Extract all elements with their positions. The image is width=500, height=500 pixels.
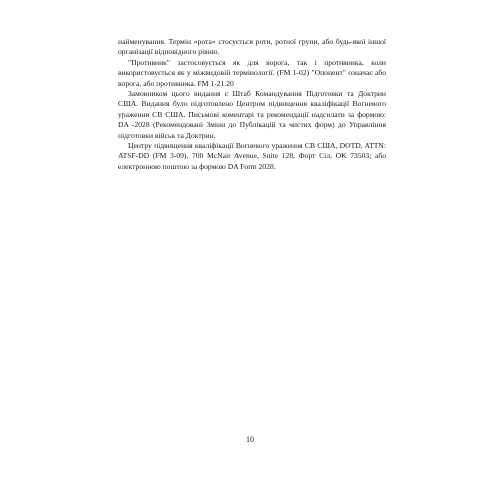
page-number: 10 [246,435,254,444]
paragraph-1: найменування. Термін «рота» стосується роти, ротної групи, або будь-якої іншої організації відповідного рівню. [118,37,386,57]
paragraph-2: "Противник" застосовується як для ворога, так і противника, коли використовується як у міжвидовій термінології. (FM 1-02) "Опонент" означає або ворога, або противника. FM 1-21.20 [118,57,386,88]
paragraph-3: Замовником цього видання є Штаб Командування Підготовки та Доктрин США. Видання було підготовлено Центром підвищення кваліфікації Вогневого ураження СВ США. Письмові коментарі та рекомендації надсилати за формою: DA -2028 (Рекомендовані Зміни до Публікацій та чистих форм) до Управління підготовки військ та Доктрин, [118,89,386,140]
body-text [118,37,386,172]
paragraph-4: Центру підвищення кваліфікації Вогневого ураження СВ США, DOTD, ATTN: ATSF-DD (FM 3-09), 700 McNair Avenue, Suite 128, Форт Сіл, OK 73503; або електронною поштою за формою DA Form 2028. [118,141,386,171]
